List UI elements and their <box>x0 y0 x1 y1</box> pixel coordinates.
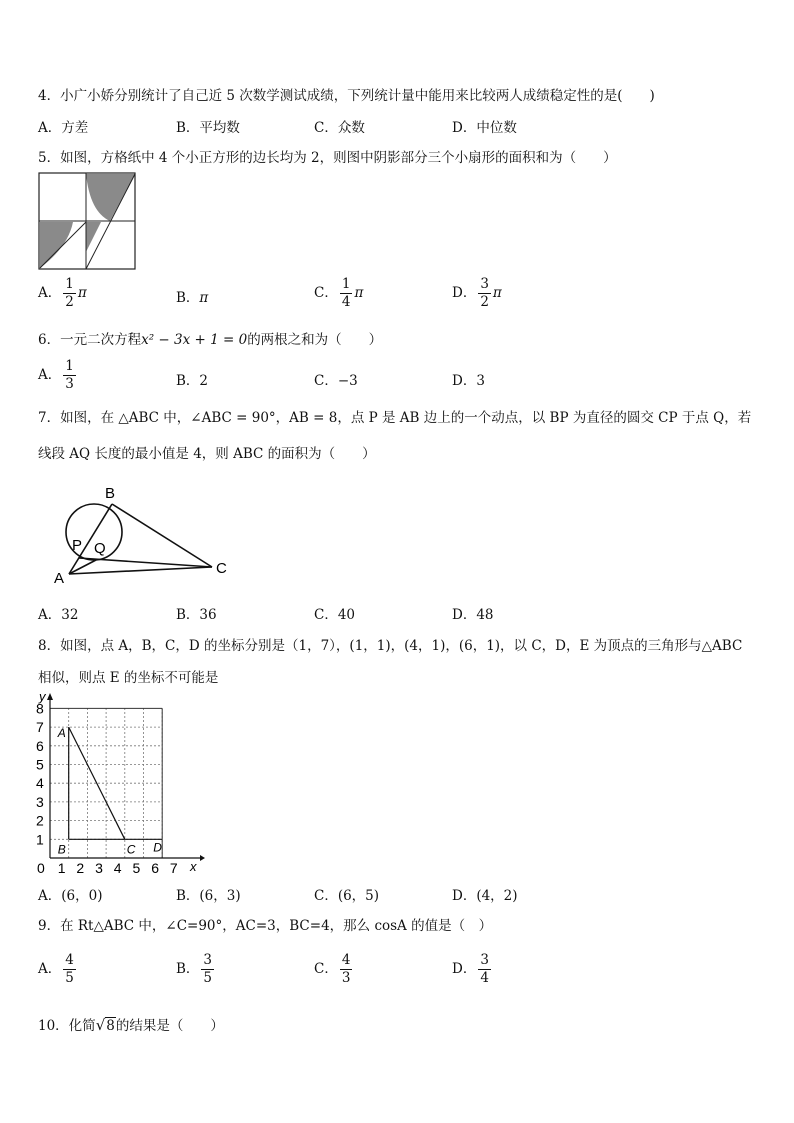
q4-option-a: A．方差 <box>38 120 89 136</box>
q4-stem: 4．小广小娇分别统计了自己近 5 次数学测试成绩，下列统计量中能用来比较两人成绩稳定性的是( ) <box>38 88 655 104</box>
point-label-d: D <box>153 840 162 855</box>
point-label-a: A <box>57 726 66 741</box>
q9-option-b: B． $\frac{3}{5}$ <box>176 952 213 986</box>
y-axis-label: y <box>39 690 46 704</box>
point-label-c: C <box>126 842 136 857</box>
segment-ac <box>69 567 212 574</box>
x-tick-label: 6 <box>151 860 159 876</box>
x-tick-label: 2 <box>76 860 85 876</box>
q6-option-b: B．2 <box>176 373 209 389</box>
y-tick-label: 8 <box>36 700 44 717</box>
point-label-b: B <box>57 842 66 857</box>
q8-option-b: B．(6，3) <box>176 888 241 904</box>
x-tick-label: 7 <box>169 860 178 876</box>
q9-option-d: D． $\frac{3}{4}$ <box>452 952 489 986</box>
q8-option-a: A．(6，0) <box>38 888 103 904</box>
label-c: C <box>216 560 227 577</box>
q9-stem: 9．在 Rt△ABC 中，∠C=90°，AC=3，BC=4，那么 cosA 的值是（ ） <box>38 918 493 934</box>
fraction: $\frac{1}{2}$ <box>65 276 74 310</box>
x-tick-label: 0 <box>37 860 45 876</box>
fraction: $\frac{4}{5}$ <box>65 952 74 986</box>
x-tick-label: 4 <box>113 860 122 876</box>
segment-ac <box>69 727 125 839</box>
left-sector <box>40 222 73 268</box>
q7-figure <box>48 482 238 590</box>
grid <box>50 708 162 858</box>
label-b: B <box>105 485 116 502</box>
sqrt-sign: √ <box>95 1016 106 1034</box>
label-a: A <box>54 570 65 587</box>
radicand: 8 <box>106 1018 115 1034</box>
top-sector <box>86 174 135 221</box>
q5-stem: 5．如图，方格纸中 4 个小正方形的边长均为 2，则图中阴影部分三个小扇形的面积和为（ ） <box>38 150 617 166</box>
q4-option-b: B．平均数 <box>176 120 240 136</box>
q6-option-c: C．−3 <box>314 373 358 389</box>
label-q: Q <box>94 540 106 557</box>
q5-option-a: A． $\frac{1}{2}$ π <box>38 276 87 310</box>
fraction: $\frac{3}{5}$ <box>203 952 213 986</box>
y-tick-label: 6 <box>36 737 44 754</box>
q6-stem: 6．一元二次方程x² − 3x + 1 = 0的两根之和为（ ） <box>38 332 383 348</box>
q6-option-a: A． $\frac{1}{3}$ <box>38 358 74 392</box>
q5-option-d: D． $\frac{3}{2}$ π <box>452 276 502 310</box>
q5-figure <box>38 172 136 270</box>
q6-option-d: D．3 <box>452 373 485 389</box>
label-p: P <box>72 537 83 554</box>
middle-sector <box>86 222 101 252</box>
q4-option-d: D．中位数 <box>452 120 517 136</box>
y-tick-label: 4 <box>36 775 44 792</box>
q10-stem: 10．化简√8的结果是（ ） <box>38 1016 224 1034</box>
q7-option-a: A．32 <box>38 607 79 623</box>
q8-line1: 8．如图，点 A，B，C，D 的坐标分别是（1，7），(1，1)，(4，1)，(6，1)，以 C，D，E 为顶点的三角形与△ABC <box>38 638 743 654</box>
q4-option-c: C．众数 <box>314 120 365 136</box>
fraction: $\frac{1}{4}$ <box>341 276 351 310</box>
q5-option-c: C． $\frac{1}{4}$ π <box>314 276 364 310</box>
q7-line1: 7．如图，在 △ABC 中，∠ABC = 90°，AB = 8，点 P 是 AB 边上的一个动点，以 BP 为直径的圆交 CP 于点 Q，若 <box>38 410 752 426</box>
y-tick-label: 1 <box>36 831 44 848</box>
y-tick-label: 2 <box>36 812 44 829</box>
q8-option-c: C．(6，5) <box>314 888 380 904</box>
x-tick-label: 1 <box>57 860 66 876</box>
y-tick-label: 7 <box>36 719 44 736</box>
q7-option-c: C．40 <box>314 607 356 623</box>
q7-line2: 线段 AQ 长度的最小值是 4，则 ABC 的面积为（ ） <box>38 446 376 462</box>
q7-option-b: B．36 <box>176 607 217 623</box>
q8-coordinate-figure <box>30 690 205 876</box>
q7-option-d: D．48 <box>452 607 494 623</box>
fraction: $\frac{1}{3}$ <box>65 358 74 392</box>
q8-option-d: D．(4，2) <box>452 888 518 904</box>
segment-pc <box>79 558 212 567</box>
x-axis-label: x <box>190 859 197 874</box>
q9-option-c: C． $\frac{4}{3}$ <box>314 952 351 986</box>
fraction: $\frac{4}{3}$ <box>341 952 351 986</box>
y-tick-label: 3 <box>36 793 44 810</box>
q9-option-a: A． $\frac{4}{5}$ <box>38 952 74 986</box>
q8-line2: 相似，则点 E 的坐标不可能是 <box>38 670 219 686</box>
y-axis-arrow <box>47 693 53 700</box>
y-tick-label: 5 <box>36 756 44 773</box>
x-axis-arrow <box>200 855 205 861</box>
q5-option-b: B．π <box>176 290 209 306</box>
fraction: $\frac{3}{4}$ <box>480 952 489 986</box>
x-tick-label: 5 <box>132 860 141 876</box>
fraction: $\frac{3}{2}$ <box>480 276 489 310</box>
x-tick-label: 3 <box>95 860 103 876</box>
segment-bc <box>112 504 212 567</box>
